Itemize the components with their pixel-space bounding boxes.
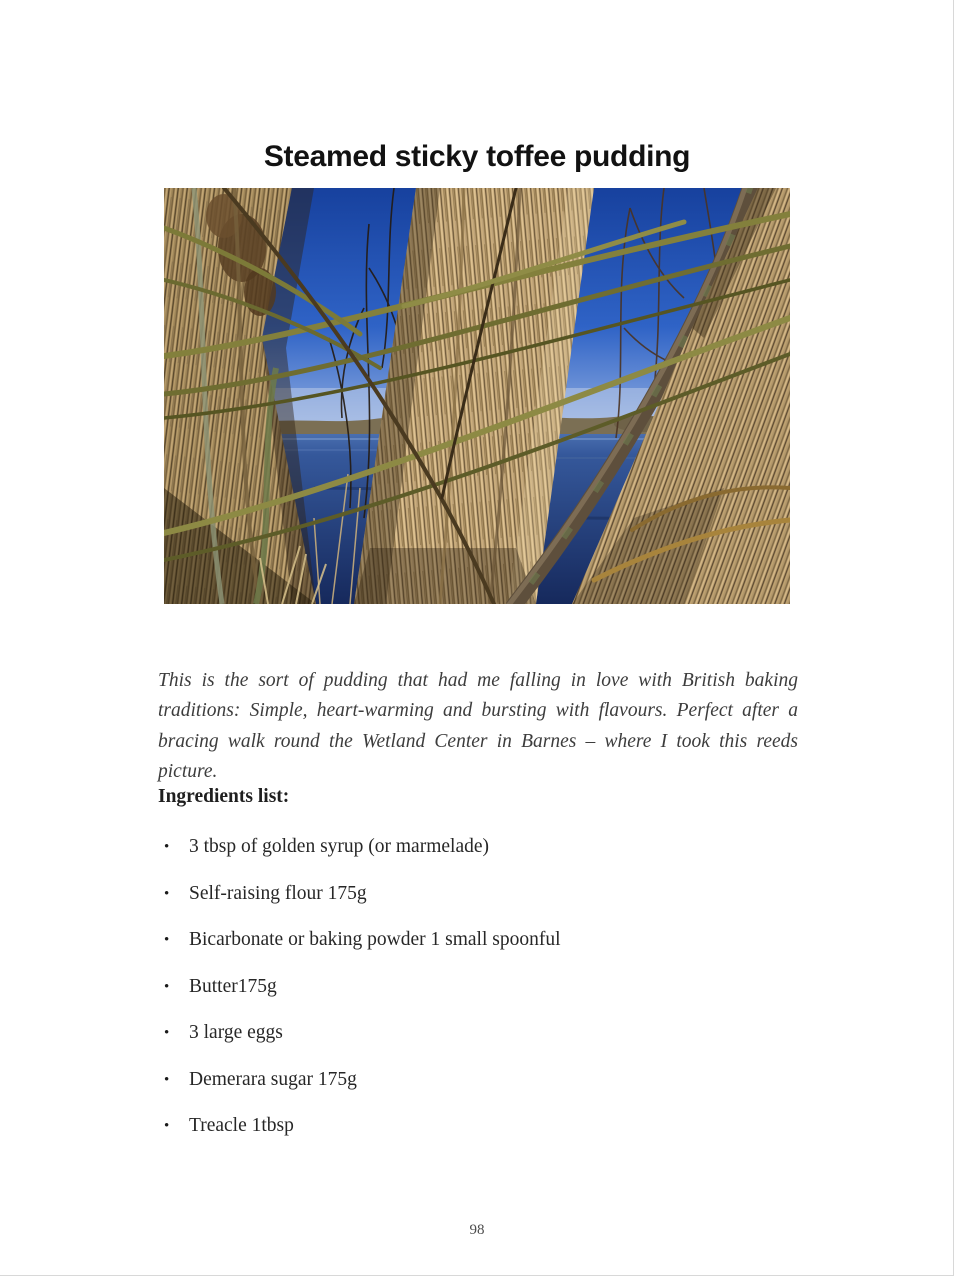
intro-paragraph: This is the sort of pudding that had me falling in love with British baking traditions: Simple, heart-warming and bursting with flavours. Perfect after a bracing walk round the Wetland Center in Barnes – where I took this reeds picture. [158,669,798,782]
bullet-icon: • [164,885,170,902]
reeds-photo-illustration [164,188,790,604]
ingredient-text: 3 tbsp of golden syrup (or marmelade) [189,836,490,857]
list-item [158,1065,818,1095]
list-item [158,832,818,862]
bullet-icon: • [164,932,170,948]
page-number: 98 [469,1222,485,1238]
bullet-icon: • [164,1118,170,1134]
list-item [158,879,818,909]
ingredient-text: Self-raising flour 175g [189,882,367,904]
ingredient-text: Demerara sugar 175g [189,1068,357,1090]
ingredient-text: Butter175g [189,975,277,997]
bullet-icon: • [164,839,170,855]
bullet-icon: • [164,1071,170,1088]
ingredient-text: Bicarbonate or baking powder 1 small spoonful [189,929,561,950]
list-item [158,972,818,1002]
ingredients-heading: Ingredients list: [158,786,290,807]
ingredient-text: 3 large eggs [189,1022,283,1043]
list-item [158,1018,818,1048]
page-title: Steamed sticky toffee pudding [263,140,691,174]
reeds-photo [164,188,790,604]
list-item [158,925,818,955]
ingredients-list [158,832,818,1158]
ingredient-text: Treacle 1tbsp [189,1115,294,1136]
bullet-icon: • [164,1025,170,1041]
bullet-icon: • [164,978,170,995]
list-item [158,1111,818,1141]
